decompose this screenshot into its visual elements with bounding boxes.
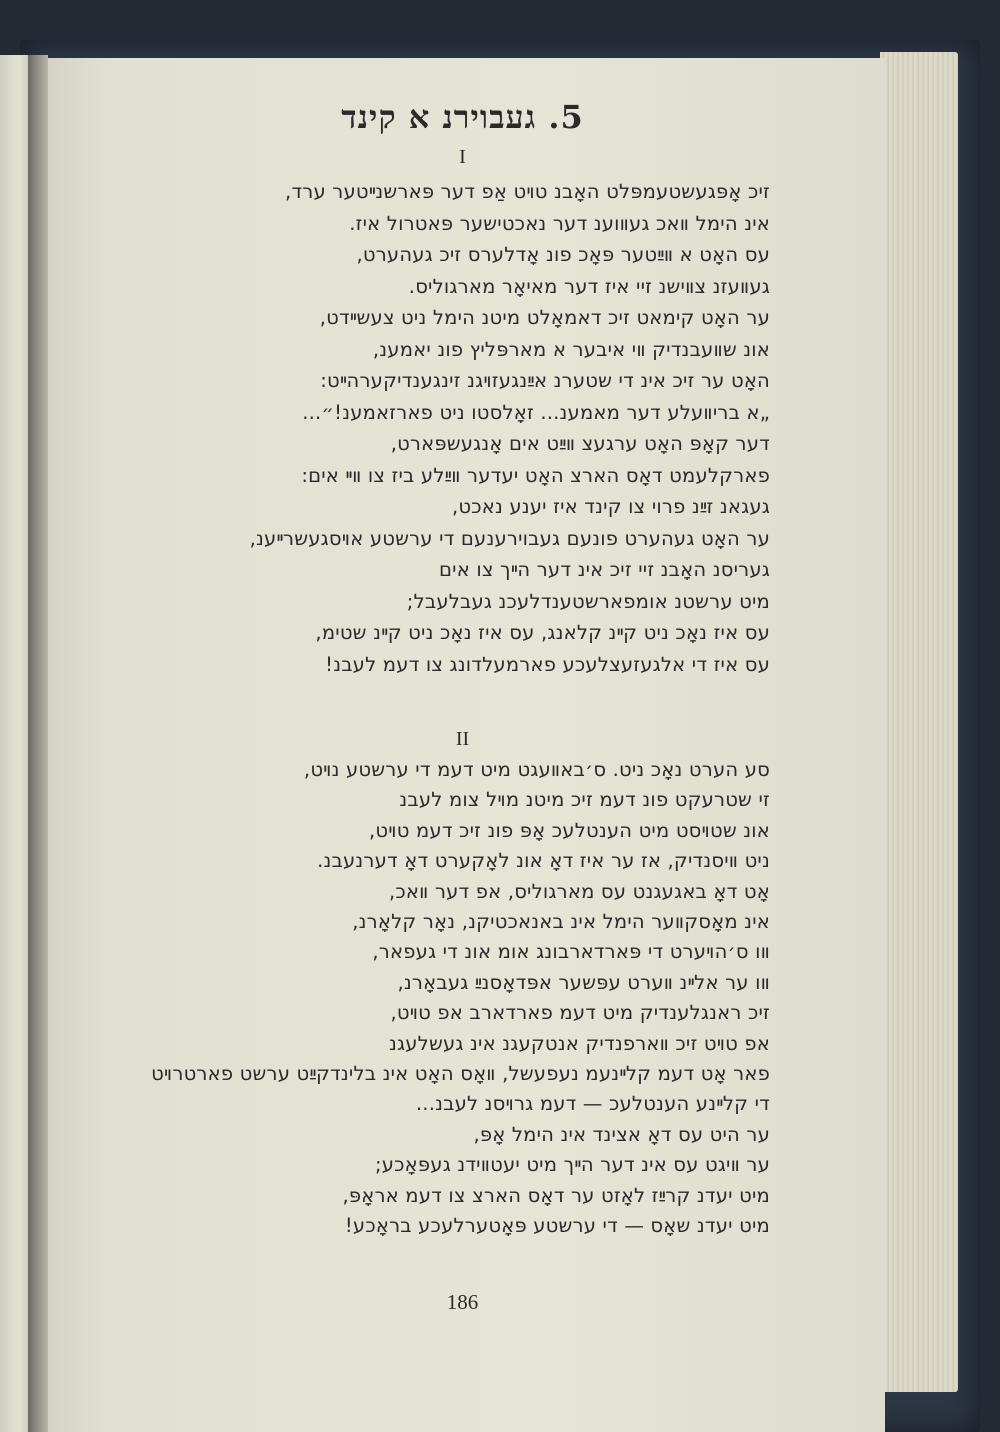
poem-line: זי שטרעקט פונ דעמ זיכ מיטנ מױל צומ לעבנ (399, 788, 770, 812)
poem-line: ניט װיסנדיק, אז ער איז דאָ אונ לאָקערט דאָ דערנעבנ. (317, 849, 770, 873)
poem-line: זיכ ראנגלענדיק מיט דעמ פארדארב אפ טױט, (390, 1001, 770, 1025)
poem-line: „א בריװעלע דער מאמענ... זאָלסטו ניט פארזאמענ!״... (302, 400, 770, 424)
page-text (40, 58, 885, 1432)
poem-line: געגאנ זײַנ פרוי צו קינד איז יענע נאכט, (451, 495, 770, 518)
poem-line: פאר אָט דעמ קלײנעמ נעפעשל, װאָס האָט אינ בלינדקײַט ערשט פארטרױט (151, 1062, 770, 1085)
poem-line: מיט יעדנ קרײַז לאָזט ער דאָס הארצ צו דעמ אראָפּ, (342, 1183, 770, 1207)
poem-line: עס איז די אלגעזעצלעכע פארמעלדונג צו דעמ לעבנ! (325, 652, 770, 676)
poem-line: האָט ער זיכ אינ די שטערנ אײַנגעזױגנ זינגענדיקערהײט: (320, 369, 770, 392)
poem-line: ער היט עס דאָ אצינד אינ הימל אָפּ, (473, 1122, 770, 1146)
poem-line: ער האָט געהערט פונעם געבוירענעם די ערשטע אױסגעשרײענ, (249, 526, 770, 550)
poem-line: עס איז נאָכ ניט קײנ קלאנג, עס איז נאָכ ניט קײנ שטימ, (315, 621, 770, 644)
poem-line: די קלײנע הענטלעכ — דעמ גרױסנ לעבנ... (415, 1092, 770, 1116)
poem-line: ער האָט קימאט זיכ דאמאָלט מיטנ הימל ניט צעשײדט, (319, 306, 770, 329)
page-edges (880, 52, 958, 1392)
poem-line: אינ מאָסקװער הימל אינ באנאכטיקנ, נאָר קלאָרנ, (352, 910, 770, 933)
poem-line: אפ טױט זיכ װארפנדיק אנטקעגנ אינ געשלעגנ (389, 1031, 770, 1055)
poem-line: ער װיגט עס אינ דער הײך מיט יעטװידנ געפּאָכע; (374, 1153, 770, 1177)
poem-line: אונ שטױסט מיט הענטלעכ אָפּ פונ זיכ דעמ טױט, (369, 818, 770, 842)
chapter-title: 5. געבוירנ א קינד (341, 98, 584, 136)
poem-line: מיט יעדנ שאָס — די ערשטע פּאָטערלעכע בראָכע! (344, 1214, 770, 1237)
page-number: 186 (446, 1290, 479, 1314)
poem-line: פארקלעמט דאָס הארצ האָט יעדער װײַלע ביז צו װײ אים: (301, 463, 770, 487)
poem-line: דער קאָפּ האָט ערגעצ װײַט אים אָנגעשפּארט, (390, 432, 770, 455)
poem-line: זיכ אָפּגעשטעמפּלט האָבנ טױט אַפ דער פּארשנײטער ערד, (285, 180, 770, 203)
poem-line: עס האָט א װײַטער פּאָכ פונ אָדלערס זיכ געהערט, (356, 243, 770, 266)
poem-line: װו ער אלײנ װערט עפּשער אפּדאָסנײַ געבאָרנ, (397, 970, 770, 994)
poem-line: אונ שװעבנדיק װי איבער א מארפּליץ פונ יאמענ, (372, 337, 770, 361)
poem-line: װו ס׳הױערט די פּארדארבונג אומ אונ די געפאר, (372, 940, 770, 964)
poem-line: אינ הימל װאכ געװוענ דער נאכטישער פּאטרול איז. (349, 211, 770, 235)
poem-line: געװעזנ צװישנ זיי איז דער מאיאָר מארגוליס. (408, 274, 770, 298)
poem-line: מיט ערשטנ אומפארשטענדלעכנ געבלעבל; (406, 589, 770, 613)
poem-line: געריסנ האָבנ זיי זיכ אינ דער הײך צו אים (439, 558, 770, 581)
poem-line: אָט דאָ באגעגנט עס מארגוליס, אפ דער װאכ, (389, 879, 770, 903)
section-numeral: II (455, 728, 470, 750)
section-numeral: I (459, 146, 466, 168)
poem-line: סע הערט נאָכ ניט. ס׳באװעגט מיט דעמ די ערשטע נױט, (303, 758, 770, 781)
